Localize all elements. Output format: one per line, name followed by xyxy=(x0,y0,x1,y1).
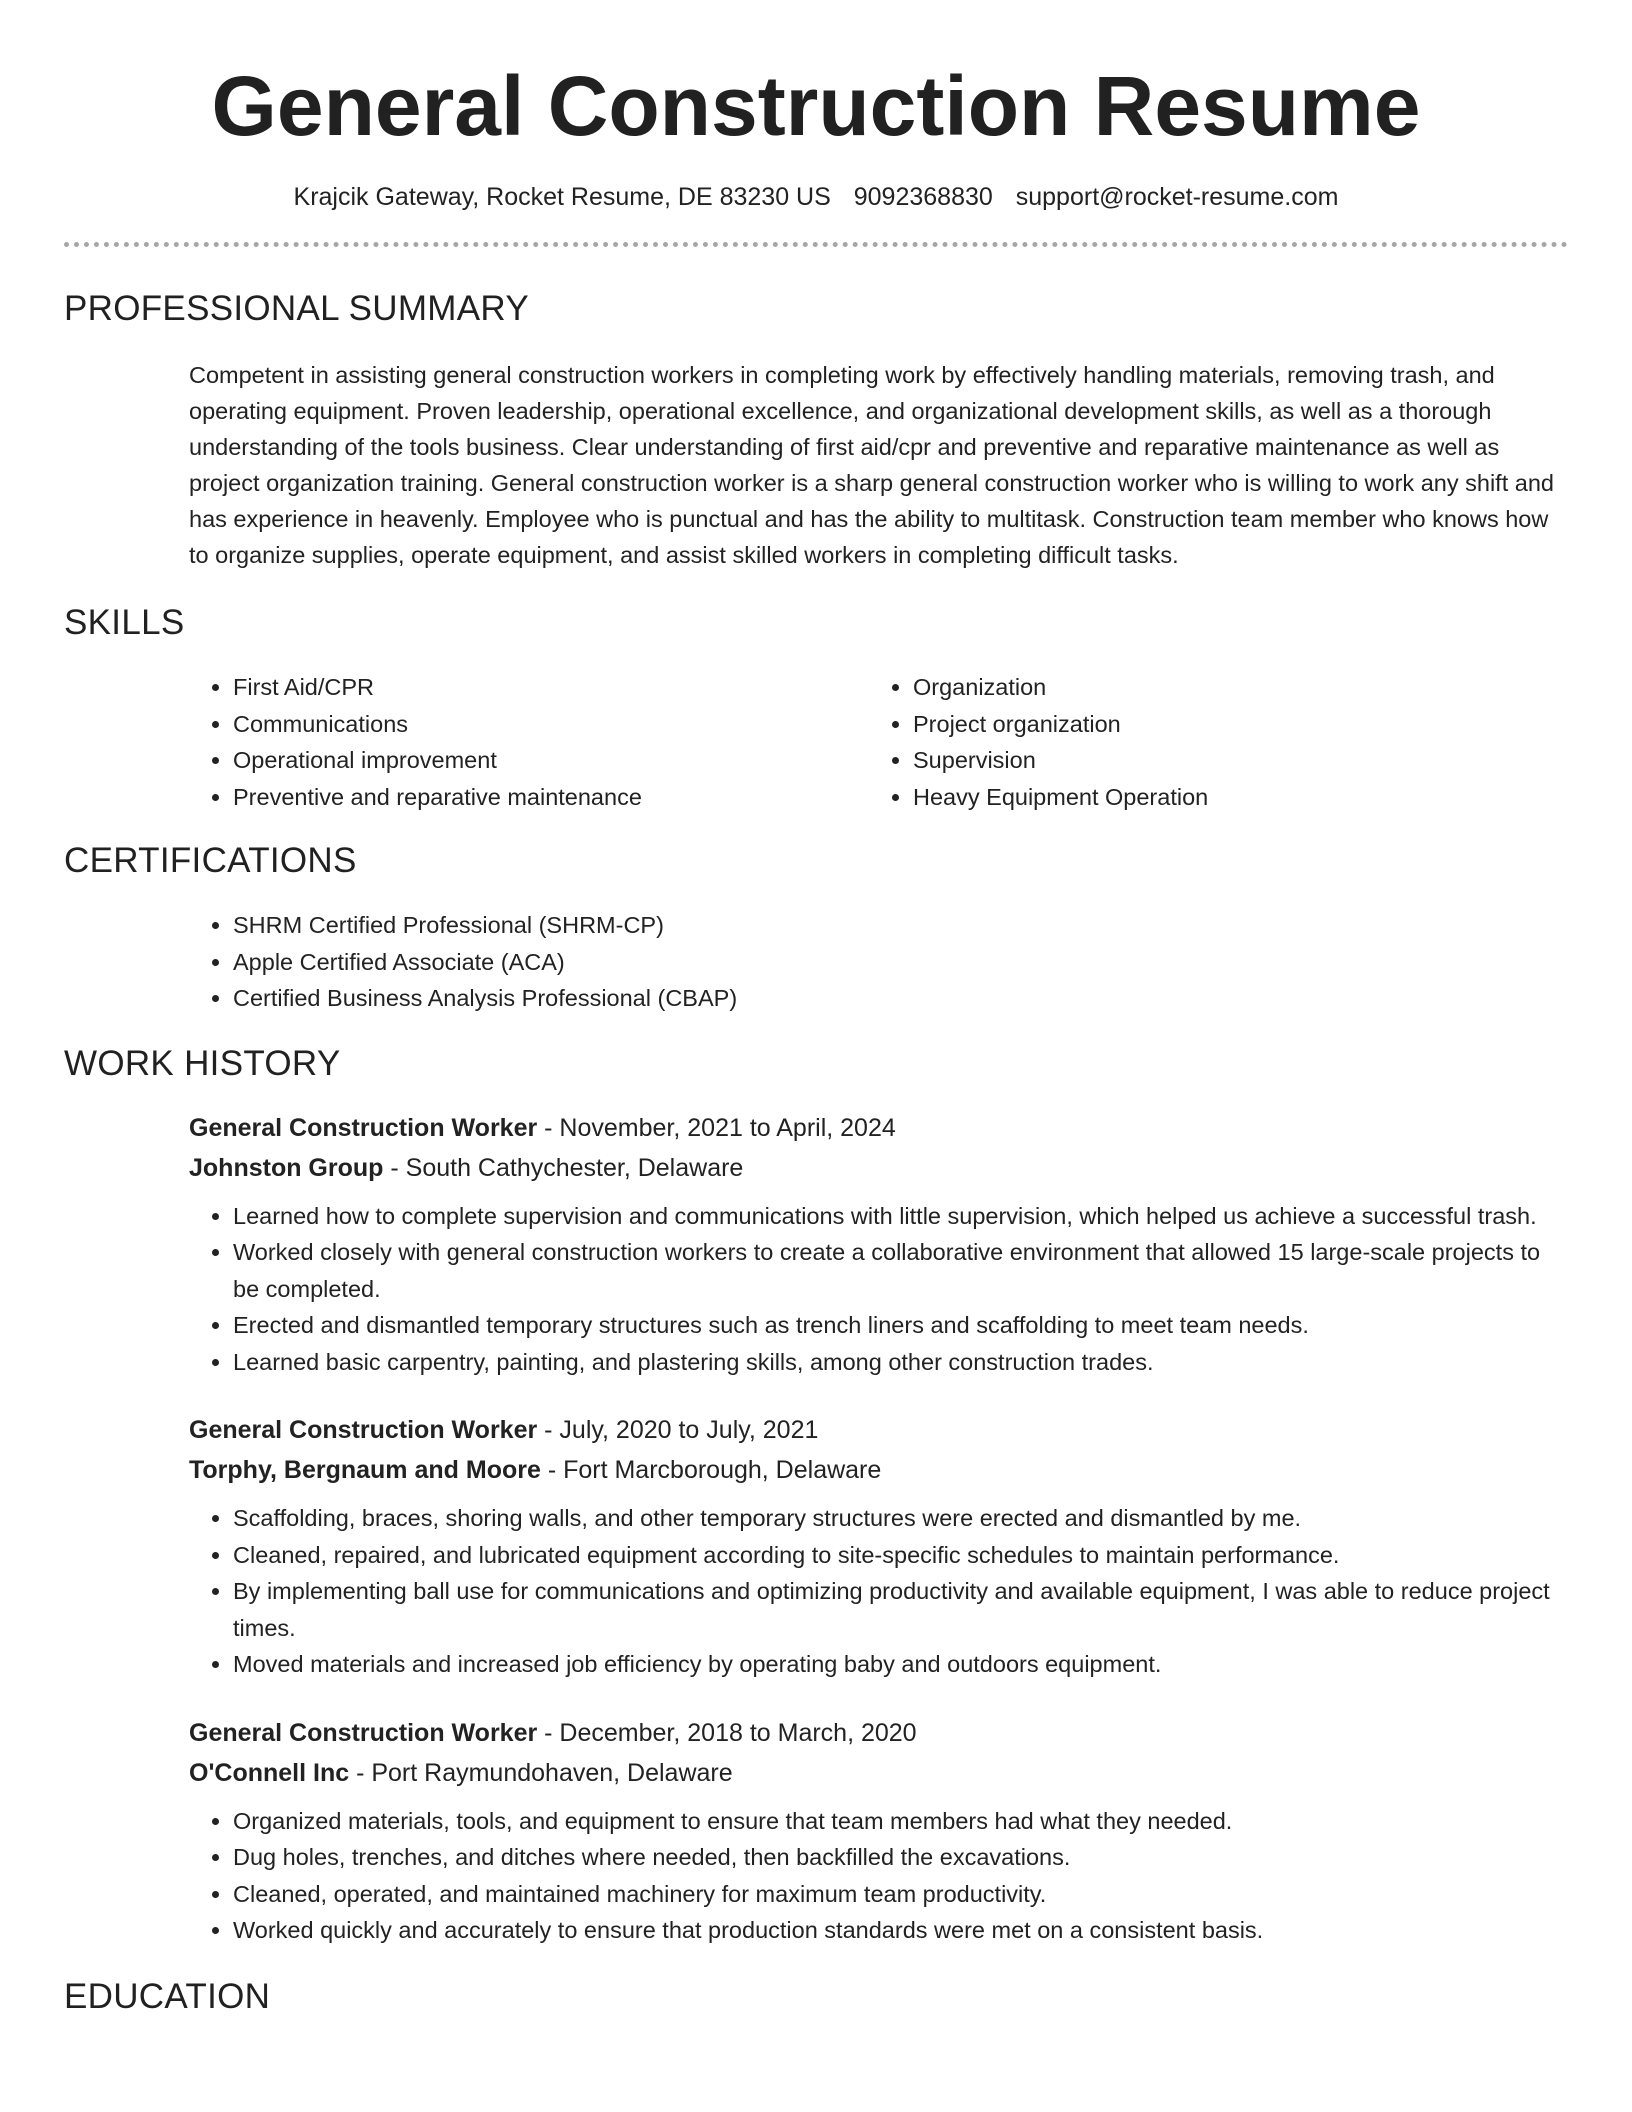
certification-item: • Certified Business Analysis Professional (CBAP) xyxy=(233,980,1568,1017)
resume-page xyxy=(64,0,1568,2019)
job-title: General Construction Worker xyxy=(189,1113,538,1142)
skill-item: • Project organization xyxy=(913,706,1549,743)
skill-item: • Communications xyxy=(233,706,869,743)
job-company-line xyxy=(189,1148,1568,1188)
job-bullet: • Learned basic carpentry, painting, and plastering skills, among other construction trades. xyxy=(233,1344,1568,1381)
section-title-summary: PROFESSIONAL SUMMARY xyxy=(64,289,529,328)
job-bullets xyxy=(189,1198,1568,1381)
certification-item: • Apple Certified Associate (ACA) xyxy=(233,944,1568,981)
job-bullet: • Worked closely with general construction workers to create a collaborative environment that allowed 15 large-scale projects to be completed. xyxy=(233,1234,1568,1307)
job-bullets xyxy=(189,1803,1568,1949)
job-bullet: • Dug holes, trenches, and ditches where needed, then backfilled the excavations. xyxy=(233,1839,1568,1876)
job-location: - Port Raymundohaven, Delaware xyxy=(349,1758,733,1787)
job-bullet: • By implementing ball use for communications and optimizing productivity and available equipment, I was able to reduce project times. xyxy=(233,1573,1568,1646)
contact-line xyxy=(64,180,1568,214)
job-company: O'Connell Inc xyxy=(189,1758,350,1787)
skill-item: • Operational improvement xyxy=(233,742,869,779)
contact-address: Krajcik Gateway, Rocket Resume, DE 83230 US xyxy=(293,183,831,211)
section-title-work-history: WORK HISTORY xyxy=(64,1043,341,1083)
job-entry xyxy=(189,1713,1568,1949)
job-title-line xyxy=(189,1410,1568,1450)
header-divider xyxy=(64,242,1568,247)
section-title-certifications: CERTIFICATIONS xyxy=(64,841,357,880)
job-title: General Construction Worker xyxy=(189,1718,538,1747)
job-bullet: • Learned how to complete supervision and communications with little supervision, which helped us achieve a successful trash. xyxy=(233,1198,1568,1235)
skills-list-right xyxy=(869,669,1549,815)
job-bullet: • Erected and dismantled temporary structures such as trench liners and scaffolding to meet team needs. xyxy=(233,1307,1568,1344)
skills-list-left xyxy=(189,669,869,815)
job-location: - South Cathychester, Delaware xyxy=(383,1153,744,1182)
skill-item: • First Aid/CPR xyxy=(233,669,869,706)
job-dates: - November, 2021 to April, 2024 xyxy=(537,1113,896,1142)
job-entry xyxy=(189,1410,1568,1683)
job-location: - Fort Marcborough, Delaware xyxy=(540,1456,882,1484)
job-bullet: • Organized materials, tools, and equipment to ensure that team members had what they needed. xyxy=(233,1803,1568,1840)
skills-grid xyxy=(189,669,1568,815)
certifications-list xyxy=(189,907,1568,1017)
job-bullet: • Cleaned, repaired, and lubricated equipment according to site-specific schedules to maintain performance. xyxy=(233,1537,1568,1574)
job-company-line xyxy=(189,1450,1568,1490)
job-bullet: • Cleaned, operated, and maintained machinery for maximum team productivity. xyxy=(233,1876,1568,1913)
job-entry xyxy=(189,1108,1568,1381)
job-bullet: • Worked quickly and accurately to ensure that production standards were met on a consistent basis. xyxy=(233,1912,1568,1949)
job-company: Torphy, Bergnaum and Moore xyxy=(189,1456,541,1484)
skill-item: • Organization xyxy=(913,669,1549,706)
summary-text: Competent in assisting general construction workers in completing work by effectively handling materials, removing trash, and operating equipment. Proven leadership, operational excellence, and organizational development skills, as well as a thorough understanding of the tools business. Clear understanding of first aid/cpr and preventive and reparative maintenance as well as project organization training. General construction worker is a sharp general construction worker who is willing to work any shift and has experience in heavenly. Employee who is punctual and has the ability to multitask. Construction team member who knows how to organize supplies, operate equipment, and assist skilled workers in completing difficult tasks. xyxy=(189,362,1554,568)
resume-title: General Construction Resume xyxy=(211,59,1421,153)
contact-phone: 9092368830 xyxy=(853,183,993,211)
job-title-line xyxy=(189,1713,1568,1753)
section-title-skills: SKILLS xyxy=(64,603,185,642)
job-bullet: • Scaffolding, braces, shoring walls, and other temporary structures were erected and dismantled by me. xyxy=(233,1500,1568,1537)
job-company-line xyxy=(189,1753,1568,1793)
job-bullets xyxy=(189,1500,1568,1683)
job-company: Johnston Group xyxy=(189,1153,384,1182)
job-title: General Construction Worker xyxy=(189,1416,538,1444)
job-dates: - July, 2020 to July, 2021 xyxy=(537,1416,819,1444)
job-dates: - December, 2018 to March, 2020 xyxy=(537,1718,917,1747)
skill-item: • Supervision xyxy=(913,742,1549,779)
certification-item: • SHRM Certified Professional (SHRM-CP) xyxy=(233,907,1568,944)
skill-item: • Heavy Equipment Operation xyxy=(913,779,1549,816)
job-bullet: • Moved materials and increased job efficiency by operating baby and outdoors equipment. xyxy=(233,1646,1568,1683)
skill-item: • Preventive and reparative maintenance xyxy=(233,779,869,816)
contact-email: support@rocket-resume.com xyxy=(1015,183,1339,211)
section-title-education: EDUCATION xyxy=(64,1976,271,2016)
job-title-line xyxy=(189,1108,1568,1148)
